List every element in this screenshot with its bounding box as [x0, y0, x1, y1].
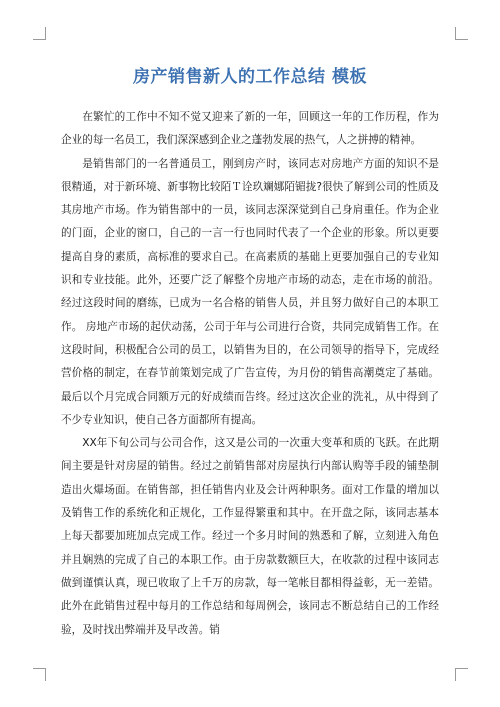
crop-mark-bottom-left [33, 668, 46, 681]
crop-mark-bottom-right [455, 668, 468, 681]
document-title: 房产销售新人的工作总结 模板 [133, 67, 367, 87]
paragraph: XX年下旬公司与公司合作，这又是公司的一次重大变革和质的飞跃。在此期间主要是针对房屋的销售。经过之前销售部对房屋执行内部认购等手段的铺垫制造出火爆场面。在销售部，担任销售内业及会计两种职务。面对工作量的增加以及销售工作的系统化和正规化，工作显得繁重和其中。在开盘之际，该同志基本上每天都要加班加点完成工作。经过一个多月时间的熟悉和了解，立刻进入角色并且娴熟的完成了自己的本职工作。由于房款数额巨大，在收款的过程中该同志做到谨慎认真，现已收取了上千万的房款，每一笔帐目都相得益彰，无一差错。此外在此销售过程中每月的工作总结和每周例会，该同志不断总结自己的工作经验，及时找出弊端并及早改善。销 [61, 437, 439, 636]
paragraph: 在繁忙的工作中不知不觉又迎来了新的一年，回顾这一年的工作历程，作为企业的每一名员工，我们深深感到企业之蓬勃发展的热气，人之拼搏的精神。 [61, 111, 439, 147]
paragraph: 是销售部门的一名普通员工，刚到房产时，该同志对房地产方面的知识不是很精通，对于新环境、新事物比较陌Ｔ诠玖斓娜陌镅拢?很快了解到公司的性质及其房地产市场。作为销售部中的一员，该同志深深觉到自己身肩重任。作为企业的门面，企业的窗口，自己的一言一行也同时代表了一个企业的形象。所以更要提高自身的素质，高标准的要求自己。在高素质的基础上更要加强自己的专业知识和专业技能。此外，还要广泛了解整个房地产市场的动态，走在市场的前沿。经过这段时间的磨练，已成为一名合格的销售人员，并且努力做好自己的本职工作。 房地产市场的起伏动荡，公司于年与公司进行合资，共同完成销售工作。在这段时间，积极配合公司的员工，以销售为目的，在公司领导的指导下，完成经营价格的制定，在春节前策划完成了广告宣传，为月份的销售高潮奠定了基础。最后以个月完成合同额万元的好成绩而告终。经过这次企业的洗礼，从中得到了不少专业知识，使自己各方面都所有提高。 [61, 157, 439, 426]
document-body [61, 106, 439, 642]
crop-mark-top-right [455, 27, 468, 40]
crop-mark-top-left [33, 27, 46, 40]
